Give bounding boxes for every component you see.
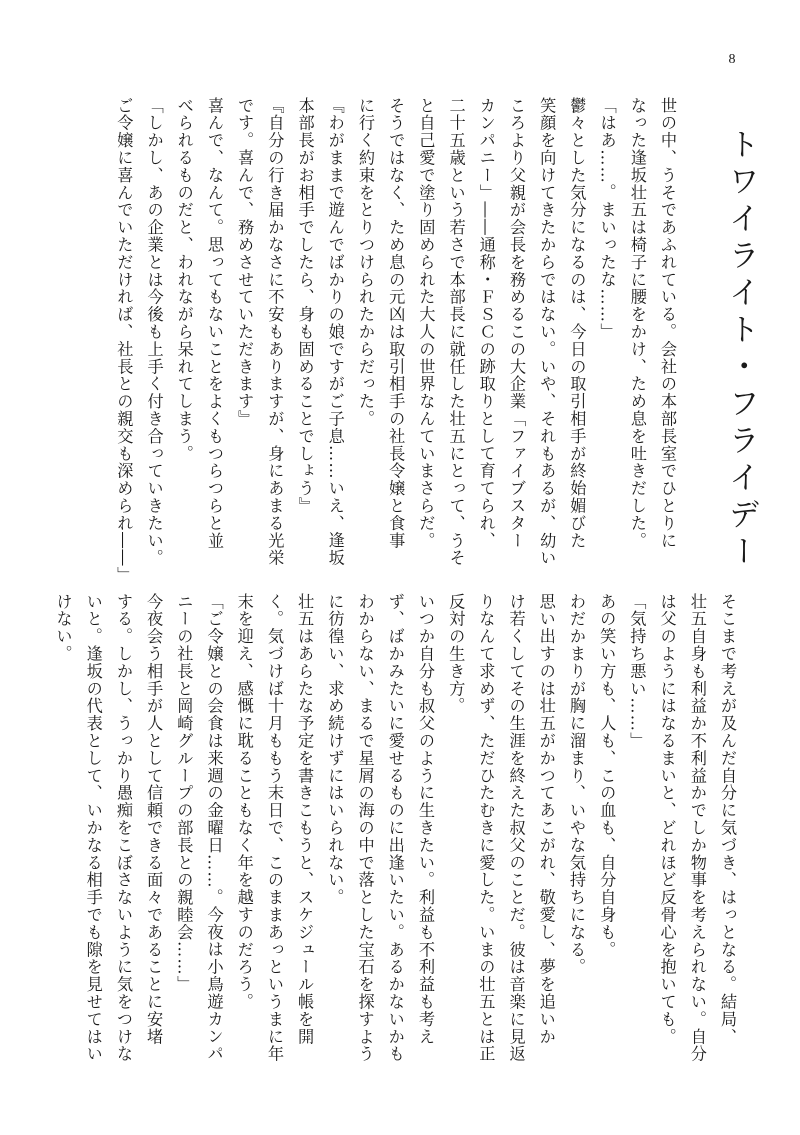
text-line: 「気持ち悪い……」 (627, 593, 647, 750)
text-line: と自己愛で塗り固められた大人の世界なんていまさらだ。 (416, 97, 436, 550)
text-line: カンパニー」――通称・ＦＳＣの跡取りとして育てられ、 (476, 97, 496, 550)
upper-text-block (102, 97, 682, 585)
text-line: 壮五はあらたな予定を書きこもうと、スケジュール帳を開 (295, 593, 315, 1046)
lower-text-block (53, 593, 742, 1083)
text-line: です。喜んで、務めさせていただきます』 (235, 97, 255, 428)
text-line: 今夜会う相手が人として信頼できる面々であることに安堵 (144, 593, 164, 1046)
text-line: りなんて求めず、ただひたむきに愛した。いまの壮五とは正 (476, 593, 496, 1063)
text-line: べられるものだと、われながら呆れてしまう。 (174, 97, 194, 463)
text-line: に行く約束をとりつけられたからだった。 (355, 97, 375, 428)
chapter-title: トワイライト・フライデー (722, 128, 759, 572)
text-line: 二十五歳という若さで本部長に就任した壮五にとって、うそ (446, 97, 466, 567)
text-line: ころより父親が会長を務めるこの大企業「ファイブスター (506, 97, 526, 550)
page-number: 8 (728, 52, 736, 67)
text-line: 『自分の行き届かなさに不安もありますが、身にあまる光栄 (265, 97, 285, 567)
text-line: ず、ばかみたいに愛せるものに出逢いたい。あるかないかも (385, 593, 405, 1063)
text-line: そこまで考えが及んだ自分に気づき、はっとなる。結局、 (718, 593, 737, 1046)
text-line: 喜んで、なんて。思ってもないことをよくもつらつらと並 (204, 97, 224, 550)
text-line: は父のようにはなるまいと、どれほど反骨心を抱いても。 (657, 593, 677, 1046)
text-line: 「しかし、あの企業とは今後も上手く付き合っていきたい。 (144, 97, 164, 567)
text-line: いつか自分も叔父のように生きたい。利益も不利益も考え (415, 593, 435, 1046)
text-line: なった逢坂壮五は椅子に腰をかけ、ため息を吐きだした。 (627, 97, 647, 550)
text-line: わだかまりが胸に溜まり、いやな気持ちになる。 (566, 593, 586, 976)
text-line: 壮五自身も利益か不利益かでしか物事を考えられない。自分 (687, 593, 707, 1063)
text-line: する。しかし、うっかり愚痴をこぼさないように気をつけな (113, 593, 133, 1063)
text-line: け若くしてその生涯を終えた叔父のことだ。彼は音楽に見返 (506, 593, 526, 1063)
text-line: 「ご令嬢との会食は来週の金曜日……。今夜は小鳥遊カンパ (204, 593, 224, 1063)
text-line: 『わがままで遊んでばかりの娘ですがご子息……いえ、逢坂 (325, 97, 345, 567)
text-line: あの笑い方も、人も、この血も、自分自身も。 (597, 593, 617, 959)
text-line: 笑顔を向けてきたからではない。いや、それもあるが、幼い (537, 97, 557, 567)
text-line: に彷徨い、求め続けずにはいられない。 (325, 593, 345, 907)
text-line: いと。逢坂の代表として、いかなる相手でも隙を見せてはい (83, 593, 103, 1063)
text-line: わからない、まるで星屑の海の中で落とした宝石を探すよう (355, 593, 375, 1063)
text-line: 「はあ……。まいったな……」 (597, 97, 617, 341)
text-line: 鬱々とした気分になるのは、今日の取引相手が終始媚びた (567, 97, 587, 550)
text-line: 世の中、うそであふれている。会社の本部長室でひとりに (658, 97, 677, 550)
text-line: ご令嬢に喜んでいただければ、社長との親交も深められ――」 (114, 97, 134, 585)
text-line: 末を迎え、感慨に耽ることもなく年を越すのだろう。 (234, 593, 254, 1011)
text-line: 反対の生き方。 (446, 593, 466, 715)
text-line: そうではなく、ため息の元凶は取引相手の社長令嬢と食事 (386, 97, 406, 550)
text-line: けない。 (53, 593, 73, 663)
text-line: 思い出すのは壮五がかつてあこがれ、敬愛し、夢を追いか (536, 593, 556, 1046)
text-line: 本部長がお相手でしたら、身も固めることでしょう』 (295, 97, 315, 515)
text-line: く。気づけば十月ももう末日で、このままあっというまに年 (264, 593, 284, 1063)
text-line: ニーの社長と岡崎グループの部長との親睦会……」 (174, 593, 194, 994)
